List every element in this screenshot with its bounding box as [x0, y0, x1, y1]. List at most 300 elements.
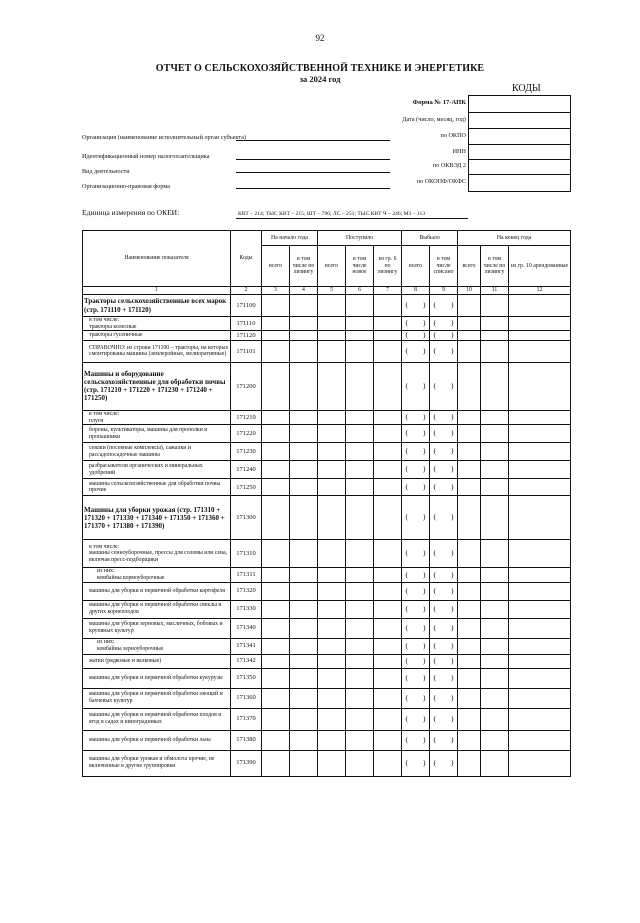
row-code: 171120: [231, 331, 262, 341]
value-cell[interactable]: [374, 668, 402, 688]
value-cell[interactable]: [346, 582, 374, 600]
value-cell[interactable]: [481, 730, 509, 750]
row-code: 171370: [231, 708, 262, 730]
value-cell[interactable]: [290, 317, 318, 331]
value-cell[interactable]: [318, 317, 346, 331]
value-cell[interactable]: [318, 654, 346, 668]
table-row: [83, 582, 571, 600]
value-cell[interactable]: [346, 331, 374, 341]
value-cell[interactable]: [430, 730, 458, 750]
page-number: 92: [315, 33, 325, 43]
value-cell[interactable]: [402, 496, 430, 540]
row-code: 171320: [231, 582, 262, 600]
value-cell[interactable]: [318, 638, 346, 654]
value-cell[interactable]: [402, 362, 430, 410]
bracket-placeholder: ( ): [433, 585, 454, 595]
value-cell[interactable]: [346, 668, 374, 688]
value-cell[interactable]: [346, 618, 374, 638]
value-cell[interactable]: [262, 568, 290, 582]
value-cell[interactable]: [430, 568, 458, 582]
value-cell[interactable]: [262, 331, 290, 341]
value-cell[interactable]: [318, 410, 346, 424]
value-cell[interactable]: [481, 331, 509, 341]
value-cell[interactable]: [262, 443, 290, 461]
value-cell[interactable]: [481, 654, 509, 668]
value-cell[interactable]: [509, 362, 571, 410]
value-cell[interactable]: [318, 340, 346, 362]
value-cell[interactable]: [402, 582, 430, 600]
value-cell[interactable]: [346, 496, 374, 540]
value-cell[interactable]: [509, 654, 571, 668]
value-cell[interactable]: [481, 618, 509, 638]
value-cell[interactable]: [509, 410, 571, 424]
value-cell[interactable]: [402, 410, 430, 424]
value-cell[interactable]: [481, 688, 509, 708]
value-cell[interactable]: [346, 443, 374, 461]
value-cell[interactable]: [290, 425, 318, 443]
value-cell[interactable]: [318, 496, 346, 540]
value-cell[interactable]: [374, 317, 402, 331]
value-cell[interactable]: [430, 443, 458, 461]
value-cell[interactable]: [458, 568, 481, 582]
value-cell[interactable]: [374, 688, 402, 708]
value-cell[interactable]: [402, 708, 430, 730]
value-cell[interactable]: [430, 461, 458, 479]
value-cell[interactable]: [481, 568, 509, 582]
value-cell[interactable]: [402, 479, 430, 496]
table-row: [83, 461, 571, 479]
value-cell[interactable]: [430, 582, 458, 600]
value-cell[interactable]: [290, 600, 318, 618]
value-cell[interactable]: [374, 496, 402, 540]
row-code: 171100: [231, 295, 262, 317]
value-cell[interactable]: [262, 540, 290, 568]
value-cell[interactable]: [430, 600, 458, 618]
value-cell[interactable]: [346, 362, 374, 410]
value-cell[interactable]: [481, 708, 509, 730]
value-cell[interactable]: [262, 340, 290, 362]
value-cell[interactable]: [374, 479, 402, 496]
value-cell[interactable]: [430, 340, 458, 362]
column-number: 1: [83, 287, 231, 295]
value-cell[interactable]: [262, 410, 290, 424]
value-cell[interactable]: [509, 496, 571, 540]
bracket-placeholder: ( ): [433, 318, 454, 328]
group-received: Поступило: [318, 231, 402, 246]
value-cell[interactable]: [262, 668, 290, 688]
value-cell[interactable]: [290, 618, 318, 638]
bracket-placeholder: ( ): [405, 622, 426, 632]
value-cell[interactable]: [509, 317, 571, 331]
value-cell[interactable]: [430, 496, 458, 540]
value-cell[interactable]: [318, 618, 346, 638]
value-cell[interactable]: [458, 708, 481, 730]
row-name: Тракторы сельскохозяйственные всех марок (стр. 171110 + 171120): [83, 295, 231, 317]
value-cell[interactable]: [318, 295, 346, 317]
value-cell[interactable]: [458, 410, 481, 424]
form-code-box[interactable]: [468, 95, 571, 113]
value-cell[interactable]: [509, 668, 571, 688]
value-cell[interactable]: [430, 708, 458, 730]
value-cell[interactable]: [458, 443, 481, 461]
activity-type-line[interactable]: [236, 172, 390, 173]
row-name: Машины для уборки урожая (стр. 171310 + 171320 + 171330 + 171340 + 171350 + 171360 + 171370 + 171380 + 171390): [83, 496, 231, 540]
value-cell[interactable]: [290, 638, 318, 654]
value-cell[interactable]: [402, 461, 430, 479]
value-cell[interactable]: [346, 410, 374, 424]
value-cell[interactable]: [402, 618, 430, 638]
value-cell[interactable]: [374, 750, 402, 776]
value-cell[interactable]: [430, 295, 458, 317]
organization-line[interactable]: [236, 140, 390, 141]
col-name-header: Наименование показателя: [83, 231, 231, 287]
table-row: [83, 600, 571, 618]
value-cell[interactable]: [262, 654, 290, 668]
row-name: разбрасыватели органических и минеральных удобрений: [83, 461, 231, 479]
value-cell[interactable]: [290, 362, 318, 410]
value-cell[interactable]: [458, 730, 481, 750]
value-cell[interactable]: [290, 568, 318, 582]
value-cell[interactable]: [318, 688, 346, 708]
value-cell[interactable]: [290, 496, 318, 540]
sub-header: в том числе списано: [430, 246, 458, 287]
value-cell[interactable]: [346, 654, 374, 668]
codes-header: КОДЫ: [512, 83, 541, 94]
value-cell[interactable]: [374, 295, 402, 317]
value-cell[interactable]: [509, 425, 571, 443]
value-cell[interactable]: [509, 638, 571, 654]
value-cell[interactable]: [290, 708, 318, 730]
value-cell[interactable]: [346, 688, 374, 708]
value-cell[interactable]: [509, 688, 571, 708]
row-code: 171330: [231, 600, 262, 618]
value-cell[interactable]: [374, 443, 402, 461]
table-row: [83, 688, 571, 708]
value-cell[interactable]: [374, 540, 402, 568]
value-cell[interactable]: [509, 730, 571, 750]
row-name: машины для уборки урожая и обмолота прочие, не включенные в другие группировки: [83, 750, 231, 776]
value-cell[interactable]: [402, 340, 430, 362]
value-cell[interactable]: [346, 600, 374, 618]
okopf-code-box[interactable]: [468, 174, 571, 192]
taxpayer-id-line[interactable]: [236, 159, 390, 160]
value-cell[interactable]: [290, 750, 318, 776]
sub-header: в том числе новое: [346, 246, 374, 287]
value-cell[interactable]: [481, 317, 509, 331]
value-cell[interactable]: [318, 540, 346, 568]
value-cell[interactable]: [262, 582, 290, 600]
value-cell[interactable]: [374, 708, 402, 730]
bracket-placeholder: ( ): [405, 300, 426, 310]
value-cell[interactable]: [481, 600, 509, 618]
value-cell[interactable]: [346, 638, 374, 654]
value-cell[interactable]: [290, 443, 318, 461]
value-cell[interactable]: [402, 331, 430, 341]
bracket-placeholder: ( ): [405, 672, 426, 682]
value-cell[interactable]: [262, 362, 290, 410]
row-code: 171240: [231, 461, 262, 479]
value-cell[interactable]: [374, 331, 402, 341]
value-cell[interactable]: [346, 425, 374, 443]
value-cell[interactable]: [402, 443, 430, 461]
value-cell[interactable]: [262, 425, 290, 443]
value-cell[interactable]: [481, 638, 509, 654]
value-cell[interactable]: [374, 730, 402, 750]
value-cell[interactable]: [481, 496, 509, 540]
value-cell[interactable]: [458, 688, 481, 708]
value-cell[interactable]: [430, 317, 458, 331]
value-cell[interactable]: [402, 638, 430, 654]
value-cell[interactable]: [402, 750, 430, 776]
value-cell[interactable]: [430, 638, 458, 654]
table-row: [83, 331, 571, 341]
bracket-placeholder: ( ): [405, 585, 426, 595]
value-cell[interactable]: [481, 668, 509, 688]
value-cell[interactable]: [402, 600, 430, 618]
value-cell[interactable]: [374, 410, 402, 424]
value-cell[interactable]: [318, 425, 346, 443]
bracket-placeholder: ( ): [405, 603, 426, 613]
value-cell[interactable]: [458, 668, 481, 688]
group-start-year: На начало года: [262, 231, 318, 246]
value-cell[interactable]: [374, 654, 402, 668]
value-cell[interactable]: [430, 479, 458, 496]
column-number: 4: [290, 287, 318, 295]
bracket-placeholder: ( ): [433, 640, 454, 650]
value-cell[interactable]: [290, 479, 318, 496]
value-cell[interactable]: [458, 461, 481, 479]
value-cell[interactable]: [509, 582, 571, 600]
value-cell[interactable]: [458, 331, 481, 341]
value-cell[interactable]: [458, 295, 481, 317]
value-cell[interactable]: [374, 425, 402, 443]
value-cell[interactable]: [430, 331, 458, 341]
row-name: в том числе: машины сенноуборочные, прессы для соломы или сена, включая пресс-подборщики: [83, 540, 231, 568]
value-cell[interactable]: [509, 479, 571, 496]
legal-form-label: Организационно-правовая форма: [82, 183, 170, 190]
value-cell[interactable]: [262, 479, 290, 496]
value-cell[interactable]: [458, 600, 481, 618]
column-number: 7: [374, 287, 402, 295]
row-code: 171342: [231, 654, 262, 668]
value-cell[interactable]: [262, 688, 290, 708]
value-cell[interactable]: [290, 668, 318, 688]
value-cell[interactable]: [509, 331, 571, 341]
value-cell[interactable]: [430, 410, 458, 424]
value-cell[interactable]: [290, 340, 318, 362]
row-code: 171350: [231, 668, 262, 688]
value-cell[interactable]: [290, 730, 318, 750]
value-cell[interactable]: [509, 340, 571, 362]
value-cell[interactable]: [481, 362, 509, 410]
value-cell[interactable]: [318, 479, 346, 496]
row-code: 171360: [231, 688, 262, 708]
value-cell[interactable]: [374, 362, 402, 410]
value-cell[interactable]: [346, 568, 374, 582]
row-code: 171101: [231, 340, 262, 362]
value-cell[interactable]: [430, 362, 458, 410]
row-name: бороны, культиваторы, машины для прополки и пропашники: [83, 425, 231, 443]
value-cell[interactable]: [481, 295, 509, 317]
value-cell[interactable]: [402, 425, 430, 443]
value-cell[interactable]: [402, 688, 430, 708]
value-cell[interactable]: [481, 750, 509, 776]
value-cell[interactable]: [458, 425, 481, 443]
value-cell[interactable]: [318, 600, 346, 618]
value-cell[interactable]: [262, 317, 290, 331]
value-cell[interactable]: [509, 295, 571, 317]
value-cell[interactable]: [458, 540, 481, 568]
value-cell[interactable]: [346, 750, 374, 776]
value-cell[interactable]: [290, 688, 318, 708]
value-cell[interactable]: [402, 317, 430, 331]
value-cell[interactable]: [290, 540, 318, 568]
sub-header: всего: [262, 246, 290, 287]
value-cell[interactable]: [481, 443, 509, 461]
value-cell[interactable]: [458, 654, 481, 668]
value-cell[interactable]: [458, 340, 481, 362]
table-row: [83, 730, 571, 750]
bracket-placeholder: ( ): [405, 412, 426, 422]
value-cell[interactable]: [290, 295, 318, 317]
value-cell[interactable]: [430, 688, 458, 708]
value-cell[interactable]: [509, 461, 571, 479]
bracket-placeholder: ( ): [433, 381, 454, 391]
value-cell[interactable]: [346, 479, 374, 496]
table-row: [83, 317, 571, 331]
row-name: Машины и оборудование сельскохозяйственные для обработки почвы (стр. 171210 + 171220 + 171230 + 171240 + 171250): [83, 362, 231, 410]
value-cell[interactable]: [402, 568, 430, 582]
value-cell[interactable]: [402, 540, 430, 568]
value-cell[interactable]: [262, 496, 290, 540]
value-cell[interactable]: [262, 730, 290, 750]
bracket-placeholder: ( ): [405, 692, 426, 702]
legal-form-line[interactable]: [236, 188, 390, 189]
value-cell[interactable]: [262, 600, 290, 618]
value-cell[interactable]: [481, 410, 509, 424]
value-cell[interactable]: [509, 750, 571, 776]
value-cell[interactable]: [262, 295, 290, 317]
value-cell[interactable]: [458, 638, 481, 654]
value-cell[interactable]: [374, 600, 402, 618]
value-cell[interactable]: [402, 668, 430, 688]
value-cell[interactable]: [262, 618, 290, 638]
value-cell[interactable]: [402, 730, 430, 750]
value-cell[interactable]: [290, 582, 318, 600]
value-cell[interactable]: [481, 479, 509, 496]
value-cell[interactable]: [318, 568, 346, 582]
value-cell[interactable]: [458, 750, 481, 776]
value-cell[interactable]: [481, 461, 509, 479]
sub-header: всего: [458, 246, 481, 287]
value-cell[interactable]: [346, 295, 374, 317]
row-code: 171311: [231, 568, 262, 582]
value-cell[interactable]: [430, 668, 458, 688]
value-cell[interactable]: [481, 425, 509, 443]
value-cell[interactable]: [481, 540, 509, 568]
value-cell[interactable]: [346, 540, 374, 568]
value-cell[interactable]: [346, 461, 374, 479]
value-cell[interactable]: [346, 708, 374, 730]
row-name: из них: комбайны зерноуборочные: [83, 638, 231, 654]
value-cell[interactable]: [481, 340, 509, 362]
value-cell[interactable]: [318, 362, 346, 410]
value-cell[interactable]: [318, 668, 346, 688]
value-cell[interactable]: [402, 654, 430, 668]
bracket-placeholder: ( ): [405, 318, 426, 328]
bracket-placeholder: ( ): [433, 757, 454, 767]
value-cell[interactable]: [374, 638, 402, 654]
value-cell[interactable]: [509, 708, 571, 730]
value-cell[interactable]: [318, 582, 346, 600]
value-cell[interactable]: [262, 750, 290, 776]
value-cell[interactable]: [458, 317, 481, 331]
value-cell[interactable]: [430, 425, 458, 443]
value-cell[interactable]: [290, 331, 318, 341]
value-cell[interactable]: [509, 443, 571, 461]
value-cell[interactable]: [290, 461, 318, 479]
bracket-placeholder: ( ): [433, 569, 454, 579]
value-cell[interactable]: [318, 750, 346, 776]
value-cell[interactable]: [290, 654, 318, 668]
value-cell[interactable]: [374, 618, 402, 638]
unit-value: КВТ – 214; ТЫС КВТ – 215; ШТ – 796; ЛС – 251; ТЫС КВТ Ч – 246; М3 – 113: [238, 211, 426, 217]
value-cell[interactable]: [262, 708, 290, 730]
okpo-label: по ОКПО: [440, 132, 466, 139]
taxpayer-id-label: Идентификационный номер налогоплательщика: [82, 153, 210, 160]
value-cell[interactable]: [509, 568, 571, 582]
value-cell[interactable]: [509, 618, 571, 638]
date-label: Дата (число, месяц, год): [402, 116, 466, 123]
value-cell[interactable]: [346, 340, 374, 362]
value-cell[interactable]: [318, 443, 346, 461]
unit-label: Единица измерения по ОКЕИ:: [82, 208, 180, 217]
value-cell[interactable]: [509, 540, 571, 568]
value-cell[interactable]: [318, 730, 346, 750]
value-cell[interactable]: [402, 295, 430, 317]
value-cell[interactable]: [458, 618, 481, 638]
value-cell[interactable]: [346, 317, 374, 331]
value-cell[interactable]: [374, 461, 402, 479]
value-cell[interactable]: [458, 496, 481, 540]
row-code: 171210: [231, 410, 262, 424]
value-cell[interactable]: [374, 340, 402, 362]
value-cell[interactable]: [430, 618, 458, 638]
bracket-placeholder: ( ): [405, 757, 426, 767]
value-cell[interactable]: [262, 638, 290, 654]
value-cell[interactable]: [458, 582, 481, 600]
value-cell[interactable]: [290, 410, 318, 424]
value-cell[interactable]: [509, 600, 571, 618]
value-cell[interactable]: [430, 750, 458, 776]
value-cell[interactable]: [458, 362, 481, 410]
value-cell[interactable]: [481, 582, 509, 600]
value-cell[interactable]: [458, 479, 481, 496]
value-cell[interactable]: [318, 461, 346, 479]
value-cell[interactable]: [262, 461, 290, 479]
value-cell[interactable]: [346, 730, 374, 750]
row-name: жатки (рядковые и валковые): [83, 654, 231, 668]
value-cell[interactable]: [318, 331, 346, 341]
table-row: [83, 340, 571, 362]
value-cell[interactable]: [430, 654, 458, 668]
value-cell[interactable]: [430, 540, 458, 568]
value-cell[interactable]: [374, 568, 402, 582]
row-code: 171310: [231, 540, 262, 568]
value-cell[interactable]: [374, 582, 402, 600]
sub-header: всего: [402, 246, 430, 287]
value-cell[interactable]: [318, 708, 346, 730]
